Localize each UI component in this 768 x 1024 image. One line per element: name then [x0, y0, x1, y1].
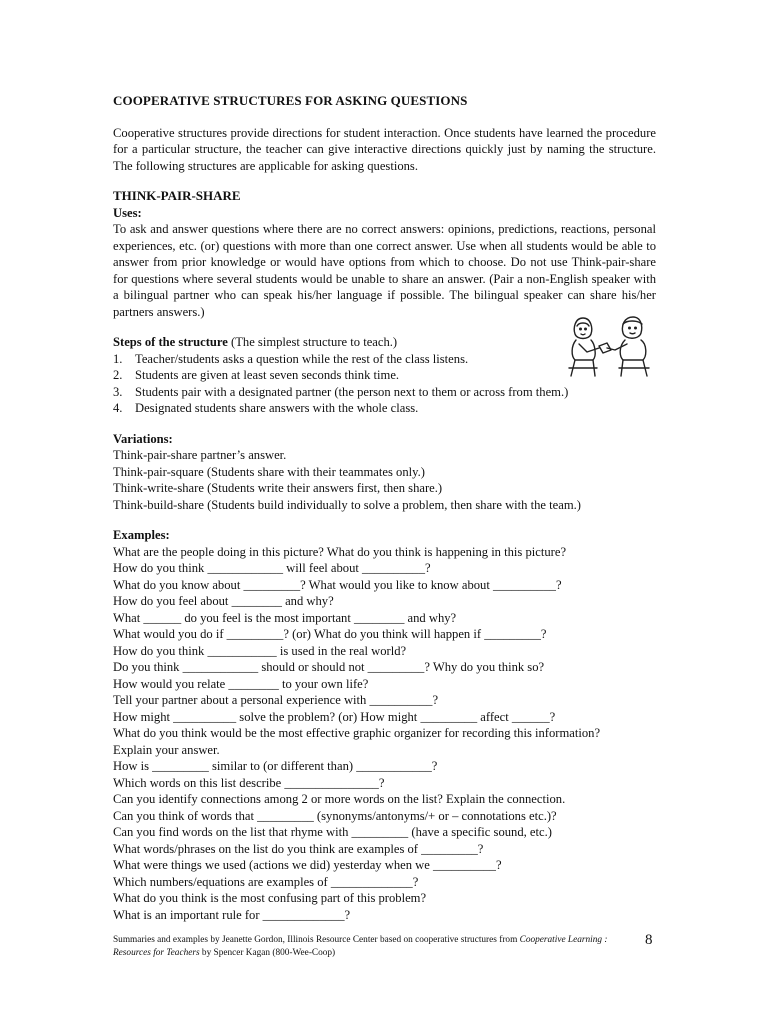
step-text: Teacher/students asks a question while the rest of the class listens. [135, 351, 469, 366]
step-text: Students are given at least seven seconds think time. [135, 368, 400, 382]
uses-label: Uses: [113, 205, 142, 220]
section-heading: THINK-PAIR-SHARE [113, 188, 241, 203]
list-item: How might __________ solve the problem? (or) How might _________ affect ______? [113, 709, 556, 724]
list-item: What were things we used (actions we did) yesterday when we __________? [113, 858, 502, 872]
list-item: What are the people doing in this picture? What do you think is happening in this picture? [113, 544, 567, 559]
variations-label: Variations: [113, 431, 173, 446]
step-number: 2. [113, 368, 123, 382]
list-item: Do you think ____________ should or should not _________? Why do you think so? [113, 660, 545, 674]
footer-text-a: Summaries and examples by Jeanette Gordon, Illinois Resource Center based on cooperative structures from [113, 935, 520, 945]
footer-book-title: Cooperative Learning : Resources for Teachers [113, 935, 608, 958]
steps-label: Steps of the structure [113, 335, 228, 349]
students-pair-illustration [565, 312, 655, 380]
document-body [113, 93, 656, 923]
list-item: Think-write-share (Students write their answers first, then share.) [113, 481, 443, 495]
list-item: Can you identify connections among 2 or more words on the list? Explain the connection. [113, 792, 566, 806]
step-text: Students pair with a designated partner (the person next to them or across from them.) [135, 384, 569, 399]
list-item: How do you think ___________ is used in the real world? [113, 643, 407, 658]
list-item: Think-build-share (Students build individually to solve a problem, then share with the team.) [113, 497, 581, 512]
list-item [113, 384, 656, 401]
list-item: Can you find words on the list that rhyme with _________ (have a specific sound, etc.) [113, 825, 552, 839]
variations-list [113, 447, 656, 513]
list-item: What would you do if _________? (or) What do you think will happen if _________? [113, 627, 547, 641]
list-item: How do you think ____________ will feel about __________? [113, 561, 431, 575]
list-item: How do you feel about ________ and why? [113, 594, 334, 608]
list-item: Think-pair-square (Students share with their teammates only.) [113, 464, 425, 479]
list-item: Can you think of words that _________ (synonyms/antonyms/+ or – connotations etc.)? [113, 808, 557, 823]
list-item: How is _________ similar to (or different than) ____________? [113, 759, 438, 773]
footer-citation [113, 934, 633, 959]
list-item: What is an important rule for _____________? [113, 907, 351, 922]
step-text: Designated students share answers with the whole class. [135, 401, 419, 415]
steps-note: (The simplest structure to teach.) [227, 335, 398, 349]
examples-list [113, 544, 656, 924]
list-item [113, 400, 656, 417]
page-number: 8 [645, 932, 653, 948]
step-number: 3. [113, 384, 123, 399]
list-item: How would you relate ________ to your own life? [113, 676, 369, 691]
list-item: Which words on this list describe _______________? [113, 775, 385, 790]
examples-label: Examples: [113, 528, 170, 542]
list-item: Think-pair-share partner’s answer. [113, 448, 287, 462]
step-number: 4. [113, 401, 123, 415]
footer-text-b: by Spencer Kagan (800-Wee-Coop) [199, 947, 336, 958]
list-item: Tell your partner about a personal experience with __________? [113, 693, 439, 707]
steps-section [113, 334, 656, 417]
list-item: What ______ do you feel is the most important ________ and why? [113, 610, 457, 625]
list-item: What do you think would be the most effective graphic organizer for recording this information? [113, 726, 601, 740]
list-item: What words/phrases on the list do you think are examples of _________? [113, 841, 484, 856]
list-item: Explain your answer. [113, 742, 220, 757]
list-item: What do you know about _________? What would you like to know about __________? [113, 577, 562, 592]
intro-paragraph: Cooperative structures provide directions for student interaction. Once students have learned the procedure for a particular structure, the teacher can give interactive directions quickly just by naming the structure. The following structures are applicable for asking questions. [113, 125, 656, 173]
uses-paragraph: To ask and answer questions where there are no correct answers: opinions, predictions, reactions, personal experiences, etc. (or) questions with more than one correct answer. Use when all students would be able to answer from prior knowledge or would have options from which to choose. Do not use Think-pair-share for questions where several students would be unable to share an answer. (Pair a non-English speaker with a bilingual partner who can speak his/her language if possible. The bilingual speaker can share his/her partners answers.) [113, 222, 656, 319]
step-number: 1. [113, 351, 123, 366]
page-title: COOPERATIVE STRUCTURES FOR ASKING QUESTIONS [113, 93, 468, 108]
list-item: Which numbers/equations are examples of _____________? [113, 874, 419, 889]
list-item: What do you think is the most confusing part of this problem? [113, 891, 427, 905]
